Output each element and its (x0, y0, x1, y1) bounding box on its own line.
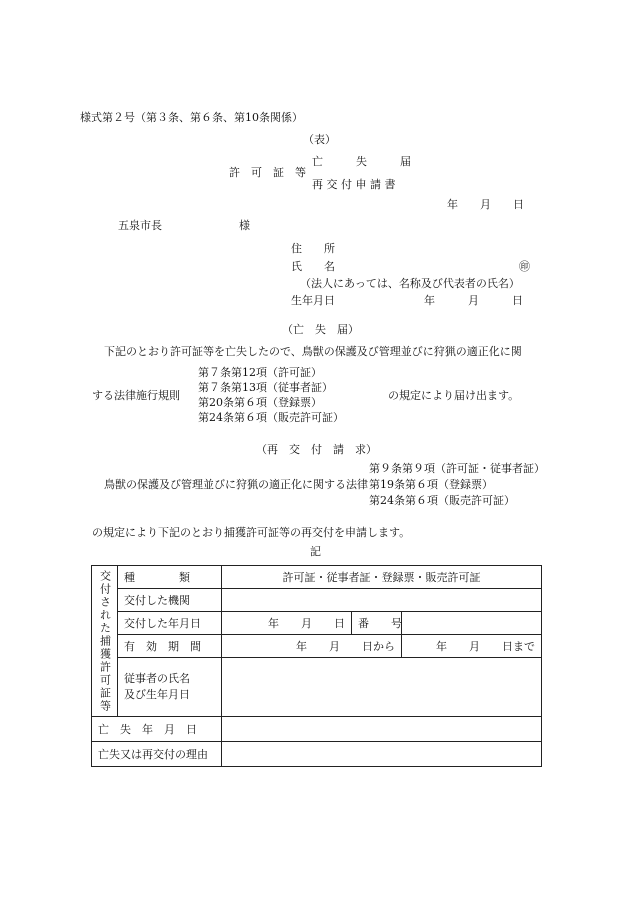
row-reason-label: 亡失又は再交付の理由 (92, 742, 222, 767)
row-agency-label: 交付した機関 (118, 589, 222, 612)
agency-value[interactable] (222, 589, 542, 612)
birth-date: 年 月 日 (424, 294, 523, 307)
loss-text-2: する法律施行規則 (92, 389, 180, 402)
loss-text-1: 下記のとおり許可証等を亡失したので、鳥獣の保護及び管理並びに狩猟の適正化に関 (104, 345, 522, 358)
reissue-rule-1: 第９条第９項（許可証・従事者証） (369, 462, 545, 475)
validity-to[interactable]: 年 月 日まで (402, 635, 542, 658)
permit-table (91, 565, 542, 767)
ki-label: 記 (310, 545, 321, 558)
loss-rule-3: 第20条第６項（登録票） (198, 396, 322, 409)
table-row (92, 635, 542, 658)
corp-note: （法人にあっては、名称及び代表者の氏名） (300, 277, 520, 290)
date-line: 年 月 日 (447, 198, 524, 211)
loss-rule-1: 第７条第12項（許可証） (198, 366, 322, 379)
table-row (92, 717, 542, 742)
omote-label: （表） (303, 133, 336, 146)
birth-label: 生年月日 (291, 294, 335, 307)
issue-date-value[interactable]: 年 月 日 (222, 612, 352, 635)
loss-heading: （亡 失 届） (282, 323, 359, 336)
number-label: 番 号 (352, 612, 402, 635)
number-value[interactable] (402, 612, 542, 635)
validity-from[interactable]: 年 月 日から (222, 635, 402, 658)
row-loss-date-label: 亡 失 年 月 日 (92, 717, 222, 742)
loss-rule-2: 第７条第13項（従事者証） (198, 381, 333, 394)
loss-date-value[interactable] (222, 717, 542, 742)
table-row (92, 612, 542, 635)
title-left: 許 可 証 等 (229, 166, 306, 179)
table-row (92, 566, 542, 589)
side-label: 交付された捕獲許可証等 (92, 566, 118, 717)
reissue-rule-2: 第19条第６項（登録票） (369, 478, 493, 491)
table-row (92, 658, 542, 717)
address-label: 住 所 (291, 242, 335, 255)
title-reissue: 再 交 付 申 請 書 (312, 178, 396, 191)
reason-value[interactable] (222, 742, 542, 767)
type-value: 許可証・従事者証・登録票・販売許可証 (222, 566, 542, 589)
reissue-text: の規定により下記のとおり捕獲許可証等の再交付を申請します。 (92, 526, 411, 539)
worker-value[interactable] (222, 658, 542, 717)
reissue-rule-3: 第24条第６項（販売許可証） (369, 494, 515, 507)
title-loss: 亡 失 届 (312, 155, 411, 168)
form-number: 様式第２号（第３条、第６条、第10条関係） (80, 111, 303, 124)
loss-rule-4: 第24条第６項（販売許可証） (198, 411, 344, 424)
loss-tail: の規定により届け出ます。 (388, 389, 520, 402)
table-row (92, 589, 542, 612)
row-type-label: 種 類 (118, 566, 222, 589)
seal-mark: ㊞ (519, 260, 530, 273)
row-issue-date-label: 交付した年月日 (118, 612, 222, 635)
row-validity-label: 有 効 期 間 (118, 635, 222, 658)
reissue-heading: （再 交 付 請 求） (256, 443, 377, 456)
name-label: 氏 名 (291, 260, 335, 273)
row-worker-label: 従事者の氏名 及び生年月日 (118, 658, 222, 717)
addressee: 五泉市長 様 (118, 219, 250, 232)
table-row (92, 742, 542, 767)
reissue-law: 鳥獣の保護及び管理並びに狩猟の適正化に関する法律 (104, 478, 368, 491)
